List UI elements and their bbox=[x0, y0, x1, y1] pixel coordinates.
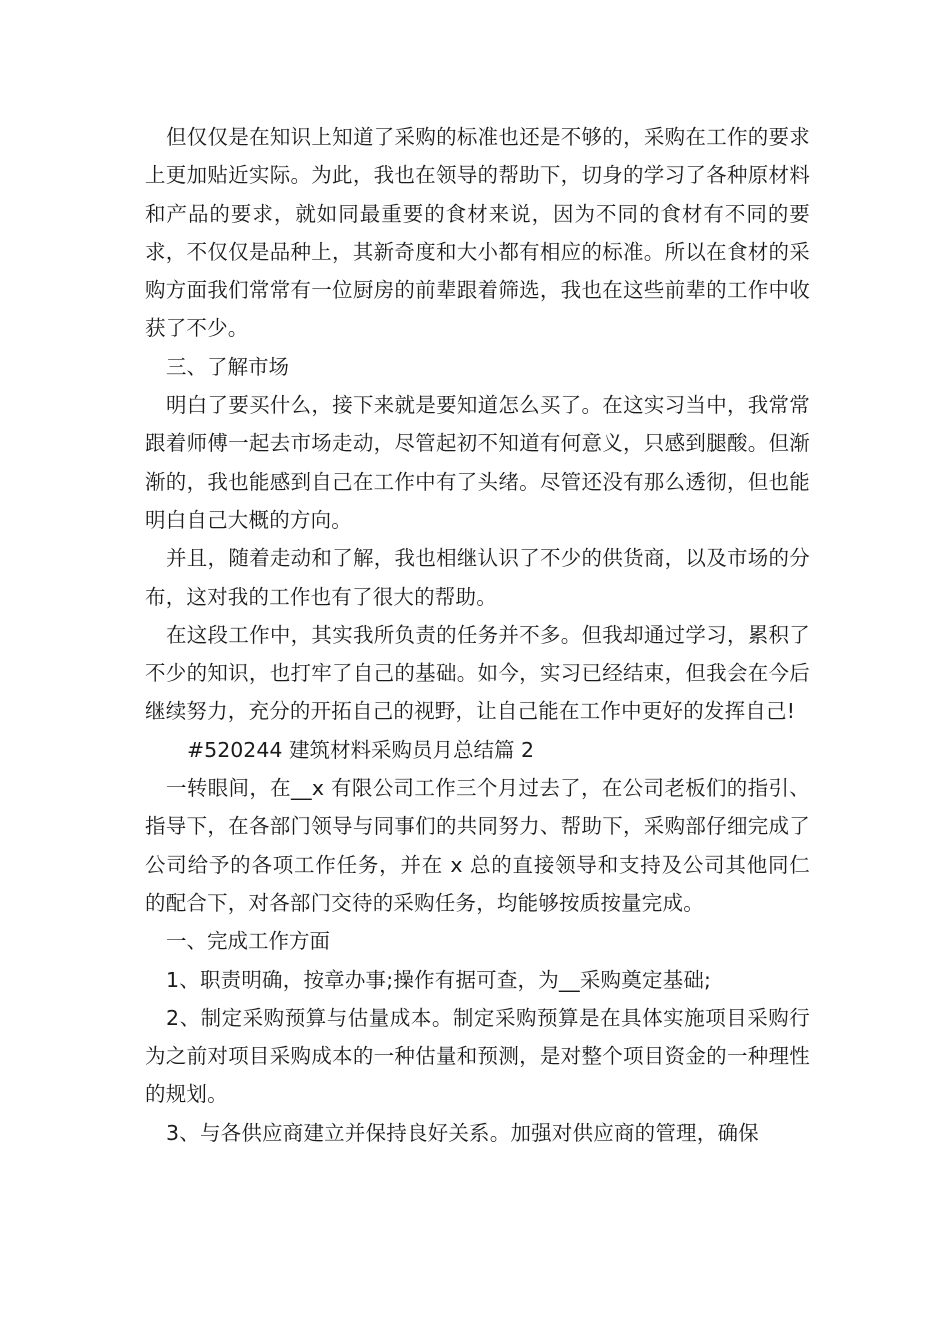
paragraph-purchasing-standards: 但仅仅是在知识上知道了采购的标准也还是不够的，采购在工作的要求上更加贴近实际。为此，我也在领导的帮助下，切身的学习了各种原材料和产品的要求，就如同最重要的食材来说，因为不同的食材有不同的要求，不仅仅是品种上，其新奇度和大小都有相应的标准。所以在食材的采购方面我们常常有一位厨房的前辈跟着筛选，我也在这些前辈的工作中收获了不少。 bbox=[145, 125, 810, 341]
list-item-3: 3、与各供应商建立并保持良好关系。加强对供应商的管理，确保 bbox=[166, 1120, 759, 1145]
paragraph-suppliers: 并且，随着走动和了解，我也相继认识了不少的供货商，以及市场的分布，这对我的工作也有了很大的帮助。 bbox=[145, 546, 810, 609]
section-heading-work-completed: 一、完成工作方面 bbox=[166, 929, 330, 954]
document-page bbox=[145, 118, 810, 1152]
paragraph-intro: 一转眼间，在__x 有限公司工作三个月过去了，在公司老板们的指引、指导下，在各部门领导与同事们的共同努力、帮助下，采购部仔细完成了公司给予的各项工作任务，并在 x 总的直接领导和支持及公司其他同仁的配合下，对各部门交待的采购任务，均能够按质按量完成。 bbox=[145, 776, 810, 915]
article-title: #520244 建筑材料采购员月总结篇 2 bbox=[187, 737, 535, 762]
list-item-1: 1、职责明确，按章办事;操作有据可查，为__采购奠定基础; bbox=[166, 967, 712, 992]
section-heading-understand-market: 三、了解市场 bbox=[166, 354, 289, 379]
list-item-2: 2、制定采购预算与估量成本。制定采购预算是在具体实施项目采购行为之前对项目采购成本的一种估量和预测，是对整个项目资金的一种理性的规划。 bbox=[145, 1005, 810, 1107]
paragraph-conclusion: 在这段工作中，其实我所负责的任务并不多。但我却通过学习，累积了不少的知识，也打牢了自己的基础。如今，实习已经结束，但我会在今后继续努力，充分的开拓自己的视野，让自己能在工作中更好的发挥自己! bbox=[145, 622, 810, 724]
paragraph-market-visits: 明白了要买什么，接下来就是要知道怎么买了。在这实习当中，我常常跟着师傅一起去市场走动，尽管起初不知道有何意义，只感到腿酸。但渐渐的，我也能感到自己在工作中有了头绪。尽管还没有那么透彻，但也能明白自己大概的方向。 bbox=[145, 393, 810, 532]
